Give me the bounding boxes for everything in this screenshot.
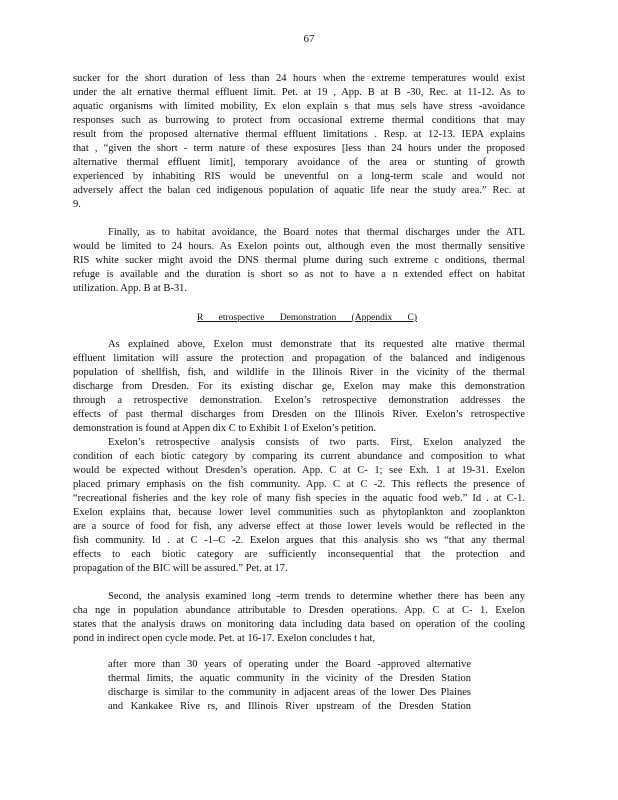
paragraph-line: fish community. Id . at C -1–C -2. Exelon argues that this analysis sho ws “that any thermal [73,535,525,546]
paragraph-line: Exelon explains that, because lower level communities such as phytoplankton and zooplankton [73,507,525,518]
page-number: 67 [303,33,315,45]
paragraph-line: that , “given the short - term nature of these exposures [less than 24 hours under the proposed [73,143,525,154]
paragraph-line: Finally, as to habitat avoidance, the Board notes that thermal discharges under the ATL [108,227,525,238]
paragraph-line: experienced by inhabiting RIS would be uneventful on a long-term scale and would not [73,171,525,182]
paragraph-line: aquatic organisms with limited mobility, Ex elon explain s that mus sels have stress -avoidance [73,101,525,112]
paragraph-line: effects of past thermal discharges from Dresden on the Illinois River. Exelon’s retrospective [73,409,525,420]
paragraph-line: effluent limitation will assure the protection and propagation of the balanced and indigenous [73,353,525,364]
paragraph-line: effects to each biotic category are sufficiently inconsequential that the protection and [73,549,525,560]
paragraph-line: alternative thermal effluent limit], temporary avoidance of the area or stunting of growth [73,157,525,168]
paragraph-line: pond in indirect open cycle mode. Pet. at 16-17. Exelon concludes t hat, [73,633,376,644]
paragraph-line: cha nge in population abundance attributable to Dresden operations. App. C at C- 1. Exelon [73,605,525,616]
block-quote-line: thermal limits, the aquatic community in the vicinity of the Dresden Station [108,673,471,684]
paragraph-line: “recreational fisheries and the key role of many fish species in the aquatic food web.” Id . at C-1. [73,493,525,504]
paragraph-line: utilization. App. B at B-31. [73,283,188,294]
paragraph-line: are a source of food for fish, any adverse effect at those lower levels would be reflected in the [73,521,525,532]
paragraph-line: would be limited to 24 hours. As Exelon points out, although even the most thermally sensitive [73,241,525,252]
paragraph-line: 9. [73,199,81,210]
paragraph-line: population of shellfish, fish, and wildlife in the Illinois River in the vicinity of the thermal [73,367,525,378]
paragraph-line: sucker for the short duration of less than 24 hours when the extreme temperatures would exist [73,73,525,84]
paragraph-line: refuge is available and the duration is short so as not to have a n extended effect on habitat [73,269,525,280]
paragraph-line: under the alt ernative thermal effluent limit. Pet. at 19 , App. B at B -30, Rec. at 11-12. As to [73,87,525,98]
paragraph-line: RIS white sucker might avoid the DNS thermal plume during such extreme c onditions, thermal [73,255,525,266]
paragraph-line: placed primary emphasis on the fish community. App. C at C -2. This reflects the presence of [73,479,525,490]
paragraph-line: would be expected without Dresden’s operation. App. C at C- 1; see Exh. 1 at 19-31. Exelon [73,465,525,476]
paragraph-line: discharge from Dresden. For its existing dischar ge, Exelon may make this demonstration [73,381,525,392]
block-quote-line: after more than 30 years of operating under the Board -approved alternative [108,659,471,670]
paragraph-line: As explained above, Exelon must demonstrate that its requested alte rnative thermal [108,339,525,350]
paragraph-line: states that the analysis draws on monitoring data including data based on operation of the cooling [73,619,525,630]
paragraph-line: Second, the analysis examined long -term trends to determine whether there has been any [108,591,525,602]
paragraph-line: through a retrospective demonstration. Exelon’s retrospective demonstration addresses the [73,395,525,406]
paragraph-line: result from the proposed alternative thermal effluent limitations . Resp. at 12-13. IEPA explains [73,129,525,140]
block-quote-line: and Kankakee Rive rs, and Illinois River upstream of the Dresden Station [108,701,471,712]
paragraph-line: adversely affect the balan ced indigenous population of aquatic life near the study area.” Rec. at [73,185,525,196]
paragraph-line: responses such as burrowing to protect from occasional extreme thermal conditions that may [73,115,525,126]
paragraph-line: propagation of the BIC will be assured.” Pet. at 17. [73,563,288,574]
paragraph-line: Exelon’s retrospective analysis consists of two parts. First, Exelon analyzed the [108,437,525,448]
block-quote-line: discharge is similar to the community in adjacent areas of the lower Des Plaines [108,687,471,698]
paragraph-line: demonstration is found at Appen dix C to Exhibit 1 of Exelon’s petition. [73,423,377,434]
paragraph-line: condition of each biotic category by comparing its current abundance and composition to what [73,451,525,462]
section-heading: R etrospective Demonstration (Appendix C) [197,313,417,323]
